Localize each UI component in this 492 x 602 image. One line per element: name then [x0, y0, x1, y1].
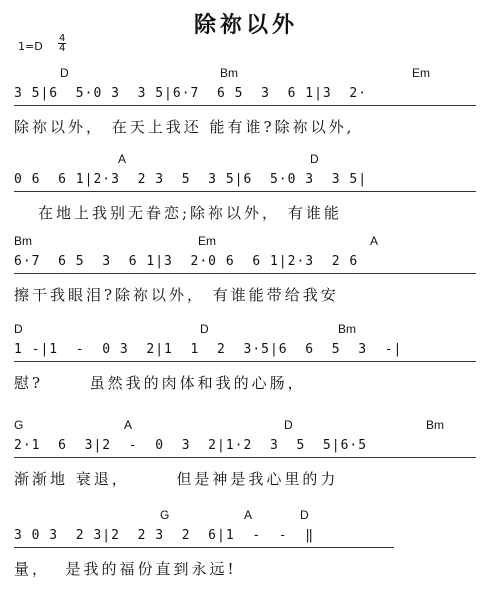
- beam-line: [14, 105, 476, 108]
- lyrics-row: 在地上我别无眷恋;除祢以外， 有谁能: [38, 204, 342, 222]
- chord-row: [14, 234, 476, 250]
- notation-row: 1 -|1 - 0 3 2|1 1 2 3·5|6 6 5 3 -|: [14, 342, 403, 357]
- score-line-6: [14, 508, 476, 590]
- time-denominator: 4: [59, 43, 66, 54]
- chord-symbol: Em: [412, 66, 430, 80]
- beam-line: [14, 273, 476, 276]
- chord-symbol: A: [124, 418, 133, 432]
- chord-row: [14, 66, 476, 82]
- notation-row: 2·1 6 3|2 - 0 3 2|1·2 3 5 5|6·5: [14, 438, 368, 453]
- notation-row: 6·7 6 5 3 6 1|3 2·0 6 6 1|2·3 2 6: [14, 254, 359, 269]
- beam-line: [14, 547, 394, 550]
- lyrics-row: 除祢以外， 在天上我还 能有谁?除祢以外,: [14, 118, 355, 136]
- time-numerator: 4: [59, 33, 66, 44]
- chord-symbol: G: [14, 418, 24, 432]
- time-signature: [58, 34, 66, 53]
- chord-symbol: Bm: [220, 66, 238, 80]
- chord-row: [14, 322, 476, 338]
- key-signature: 1=D: [18, 40, 43, 53]
- notation-row: 0 6 6 1|2·3 2 3 5 3 5|6 5·0 3 3 5|: [14, 172, 368, 187]
- score-line-3: [14, 234, 476, 316]
- chord-symbol: Em: [198, 234, 216, 248]
- beam-line: [14, 457, 476, 460]
- chord-symbol: A: [370, 234, 379, 248]
- lyrics-row: 量， 是我的福份直到永远!: [14, 560, 237, 578]
- beam-line: [14, 361, 476, 364]
- chord-row: [14, 508, 476, 524]
- score-line-4: [14, 322, 476, 404]
- lyrics-row: 慰? 虽然我的肉体和我的心肠，: [14, 374, 306, 392]
- notation-row: 3 5|6 5·0 3 3 5|6·7 6 5 3 6 1|3 2·: [14, 86, 368, 101]
- chord-row: [14, 418, 476, 434]
- chord-symbol: D: [284, 418, 293, 432]
- lyrics-row: 擦干我眼泪?除祢以外， 有谁能带给我安: [14, 286, 339, 304]
- chord-symbol: A: [118, 152, 127, 166]
- chord-symbol: D: [200, 322, 209, 336]
- chord-symbol: D: [14, 322, 23, 336]
- score-line-2: [14, 152, 476, 234]
- notation-row: 3 0 3 2 3|2 2 3 2 6|1 - - ‖: [14, 528, 315, 543]
- chord-symbol: D: [300, 508, 309, 522]
- chord-symbol: Bm: [338, 322, 356, 336]
- chord-symbol: Bm: [426, 418, 444, 432]
- score-line-5: [14, 418, 476, 500]
- chord-symbol: D: [310, 152, 319, 166]
- chord-symbol: G: [160, 508, 170, 522]
- chord-symbol: A: [244, 508, 253, 522]
- chord-symbol: Bm: [14, 234, 32, 248]
- score-line-1: [14, 66, 476, 148]
- chord-symbol: D: [60, 66, 69, 80]
- page-title: 除祢以外: [193, 12, 298, 38]
- lyrics-row: 渐渐地 衰退， 但是神是我心里的力: [14, 470, 339, 488]
- beam-line: [14, 191, 476, 194]
- chord-row: [14, 152, 476, 168]
